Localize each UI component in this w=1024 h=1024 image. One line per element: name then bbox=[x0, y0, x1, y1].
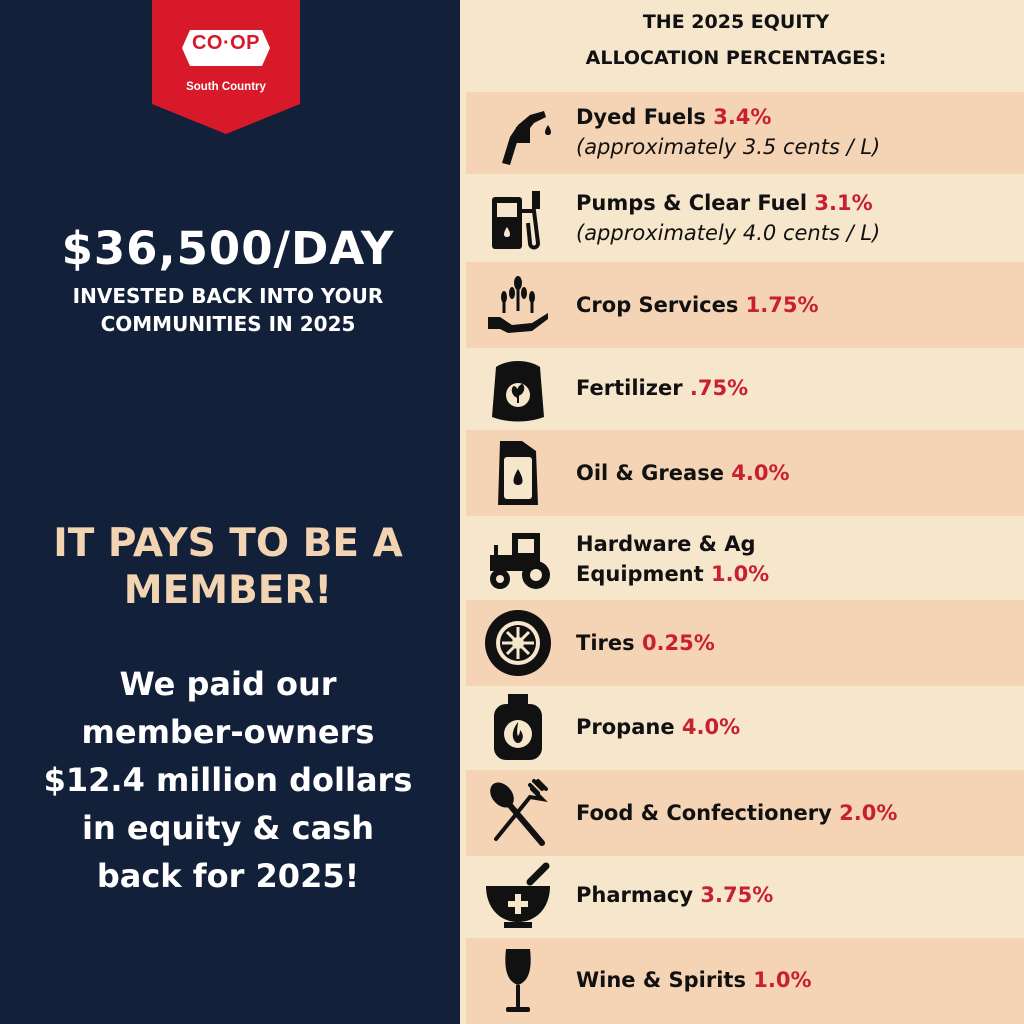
item-percentage: 0.25% bbox=[641, 631, 715, 655]
right-panel bbox=[460, 0, 1024, 1024]
item-name: Tires bbox=[576, 631, 635, 655]
allocation-label bbox=[576, 290, 1016, 320]
coop-badge bbox=[152, 0, 300, 134]
item-percentage: 3.75% bbox=[700, 883, 774, 907]
pays-line-2: MEMBER! bbox=[123, 568, 333, 613]
pays-line-1: IT PAYS TO BE A bbox=[53, 521, 403, 566]
item-name: Equipment bbox=[576, 562, 704, 586]
crop-hand-icon bbox=[482, 269, 554, 341]
paid-members-text bbox=[20, 660, 436, 900]
fertilizer-bag-icon bbox=[482, 353, 554, 425]
allocation-title-line-2: ALLOCATION PERCENTAGES: bbox=[585, 47, 887, 69]
paid-line: We paid our bbox=[119, 665, 337, 703]
item-name: Fertilizer bbox=[576, 376, 683, 400]
per-day-heading: $36,500/DAY bbox=[61, 222, 395, 275]
mortar-pestle-icon bbox=[482, 860, 554, 932]
paid-line: back for 2025! bbox=[96, 857, 360, 895]
allocation-label bbox=[576, 458, 1016, 488]
allocation-label bbox=[576, 712, 1016, 742]
item-percentage: 1.0% bbox=[710, 562, 770, 586]
badge-shape bbox=[152, 0, 300, 134]
allocation-row-pharmacy bbox=[466, 856, 1024, 936]
tire-icon bbox=[482, 607, 554, 679]
item-percentage: .75% bbox=[689, 376, 749, 400]
item-name: Food & Confectionery bbox=[576, 801, 832, 825]
allocation-row-wine-spirits bbox=[466, 938, 1024, 1024]
item-note: (approximately 4.0 cents / L) bbox=[576, 221, 881, 245]
pays-to-be-member-heading bbox=[20, 520, 436, 614]
oil-jug-icon bbox=[482, 437, 554, 509]
allocation-title-line-1: THE 2025 EQUITY bbox=[642, 11, 830, 33]
coop-location: South Country bbox=[186, 81, 266, 93]
fuel-nozzle-icon bbox=[482, 97, 554, 169]
item-name: Oil & Grease bbox=[576, 461, 724, 485]
item-percentage: 2.0% bbox=[839, 801, 898, 825]
propane-tank-icon bbox=[482, 692, 554, 764]
allocation-row-oil-grease bbox=[466, 430, 1024, 516]
allocation-label bbox=[576, 798, 1016, 828]
allocation-label bbox=[576, 628, 1016, 658]
item-percentage: 3.4% bbox=[713, 105, 772, 129]
allocation-row-hardware-ag bbox=[466, 518, 1024, 600]
allocation-row-propane bbox=[466, 688, 1024, 768]
item-name: Pharmacy bbox=[576, 883, 694, 907]
allocation-row-tires bbox=[466, 600, 1024, 686]
item-name: Pumps & Clear Fuel bbox=[576, 191, 808, 215]
item-percentage: 4.0% bbox=[681, 715, 741, 739]
item-name-line-1: Hardware & Ag bbox=[576, 532, 756, 556]
coop-logo-text: CO·OP bbox=[191, 32, 261, 54]
allocation-label bbox=[576, 529, 1016, 589]
invested-subheading bbox=[20, 282, 436, 338]
item-name: Crop Services bbox=[576, 293, 739, 317]
paid-line: $12.4 million dollars bbox=[43, 761, 413, 799]
allocation-label bbox=[576, 102, 1016, 162]
allocation-label bbox=[576, 880, 1016, 910]
item-percentage: 4.0% bbox=[731, 461, 790, 485]
tractor-icon bbox=[482, 523, 554, 595]
fork-spoon-icon bbox=[482, 777, 554, 849]
left-panel bbox=[0, 0, 460, 1024]
paid-line: in equity & cash bbox=[82, 809, 374, 847]
invested-line-2: COMMUNITIES IN 2025 bbox=[100, 312, 356, 336]
item-name: Propane bbox=[576, 715, 675, 739]
item-note: (approximately 3.5 cents / L) bbox=[576, 135, 881, 159]
gas-pump-icon bbox=[482, 183, 554, 255]
invested-line-1: INVESTED BACK INTO YOUR bbox=[72, 284, 384, 308]
item-percentage: 1.75% bbox=[745, 293, 819, 317]
item-percentage: 1.0% bbox=[753, 968, 812, 992]
wine-glass-icon bbox=[482, 945, 554, 1017]
paid-line: member-owners bbox=[81, 713, 375, 751]
allocation-label bbox=[576, 188, 1016, 248]
allocation-row-pumps bbox=[466, 178, 1024, 260]
allocation-title bbox=[460, 4, 1012, 76]
allocation-row-fertilizer bbox=[466, 350, 1024, 428]
allocation-row-dyed-fuels bbox=[466, 92, 1024, 174]
allocation-row-food bbox=[466, 770, 1024, 856]
allocation-label bbox=[576, 373, 1016, 403]
allocation-row-crop-services bbox=[466, 262, 1024, 348]
item-name: Dyed Fuels bbox=[576, 105, 706, 129]
item-percentage: 3.1% bbox=[814, 191, 873, 215]
allocation-label bbox=[576, 965, 1016, 995]
item-name: Wine & Spirits bbox=[576, 968, 746, 992]
